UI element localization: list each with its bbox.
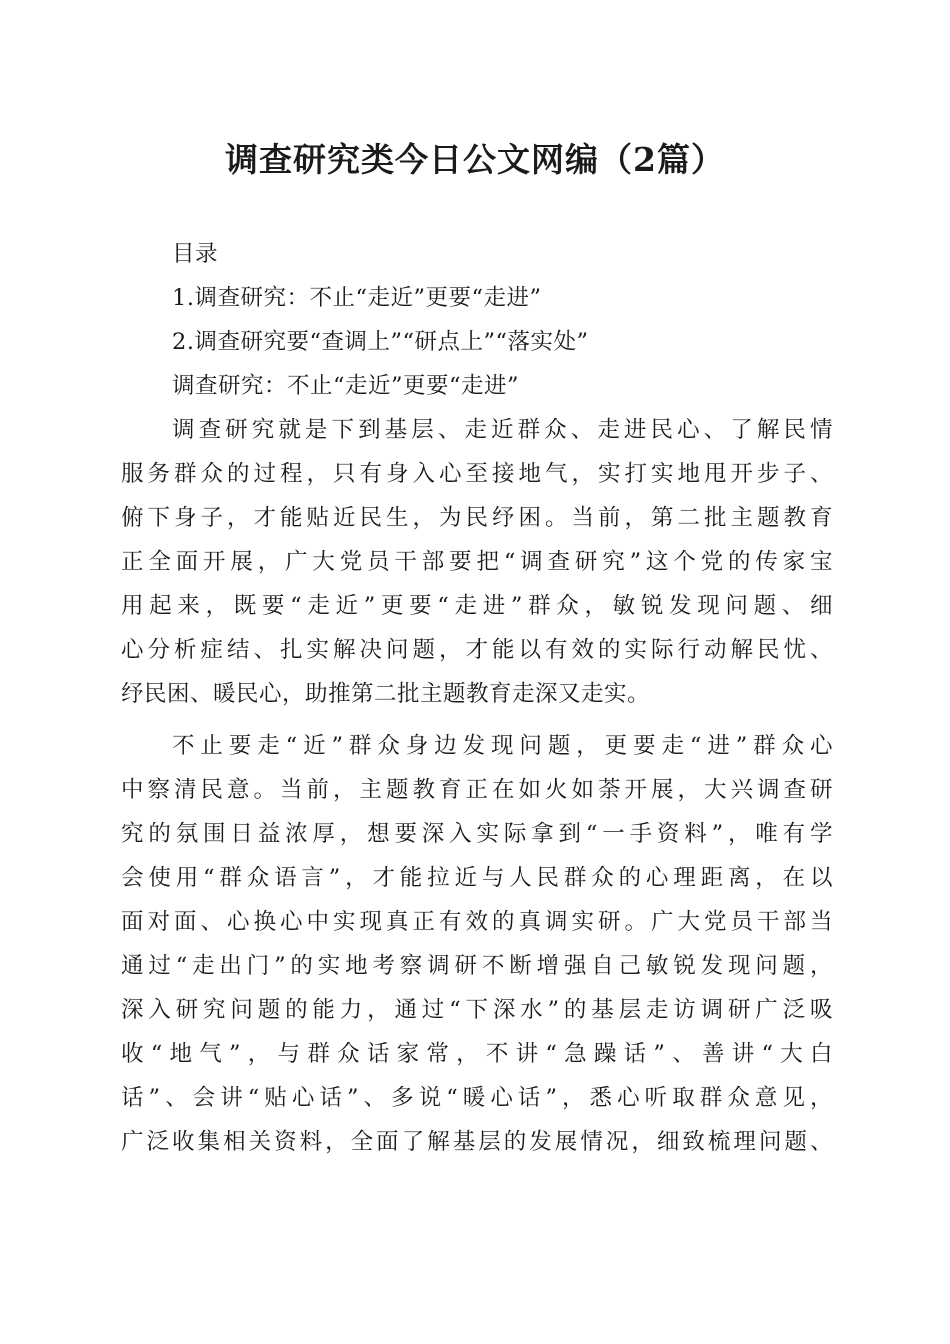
paragraph-1-line-5: 用起来，既要“走近”更要“走进”群众，敏锐发现问题、细: [121, 593, 833, 619]
paragraph-1-line-4: 正全面开展，广大党员干部要把“调查研究”这个党的传家宝: [121, 549, 833, 575]
toc-item-2: 2.调查研究要“查调上”“研点上”“落实处”: [172, 329, 589, 355]
paragraph-1-line-2: 服务群众的过程，只有身入心至接地气，实打实地甩开步子、: [121, 461, 833, 487]
paragraph-2-line-8: 收“地气”，与群众话家常，不讲“急躁话”、善讲“大白: [121, 1041, 833, 1067]
paragraph-2-line-3: 究的氛围日益浓厚，想要深入实际拿到“一手资料”，唯有学: [121, 821, 833, 847]
paragraph-2-line-2: 中察清民意。当前，主题教育正在如火如荼开展，大兴调查研: [121, 777, 833, 803]
paragraph-2-line-1: 不止要走“近”群众身边发现问题，更要走“进”群众心: [172, 733, 833, 759]
paragraph-2-line-6: 通过“走出门”的实地考察调研不断增强自己敏锐发现问题，: [121, 953, 833, 979]
document-title: 调查研究类今日公文网编（2篇）: [225, 140, 725, 179]
toc-heading: 目录: [172, 241, 219, 267]
paragraph-1-line-6: 心分析症结、扎实解决问题，才能以有效的实际行动解民忧、: [121, 637, 833, 663]
paragraph-1-line-7: 纾民困、暖民心，助推第二批主题教育走深又走实。: [121, 681, 651, 707]
paragraph-2-line-10: 广泛收集相关资料，全面了解基层的发展情况，细致梳理问题、: [121, 1129, 833, 1155]
paragraph-1-line-3: 俯下身子，才能贴近民生，为民纾困。当前，第二批主题教育: [121, 505, 833, 531]
section-heading: 调查研究：不止“走近”更要“走进”: [172, 373, 520, 399]
paragraph-1-line-1: 调查研究就是下到基层、走近群众、走进民心、了解民情: [172, 417, 833, 443]
paragraph-2-line-7: 深入研究问题的能力，通过“下深水”的基层走访调研广泛吸: [121, 997, 833, 1023]
toc-item-1: 1.调查研究：不止“走近”更要“走进”: [172, 285, 542, 311]
paragraph-2-line-5: 面对面、心换心中实现真正有效的真调实研。广大党员干部当: [121, 909, 833, 935]
paragraph-2-line-9: 话”、会讲“贴心话”、多说“暖心话”，悉心听取群众意见，: [121, 1085, 833, 1111]
paragraph-2-line-4: 会使用“群众语言”，才能拉近与人民群众的心理距离，在以: [121, 865, 833, 891]
